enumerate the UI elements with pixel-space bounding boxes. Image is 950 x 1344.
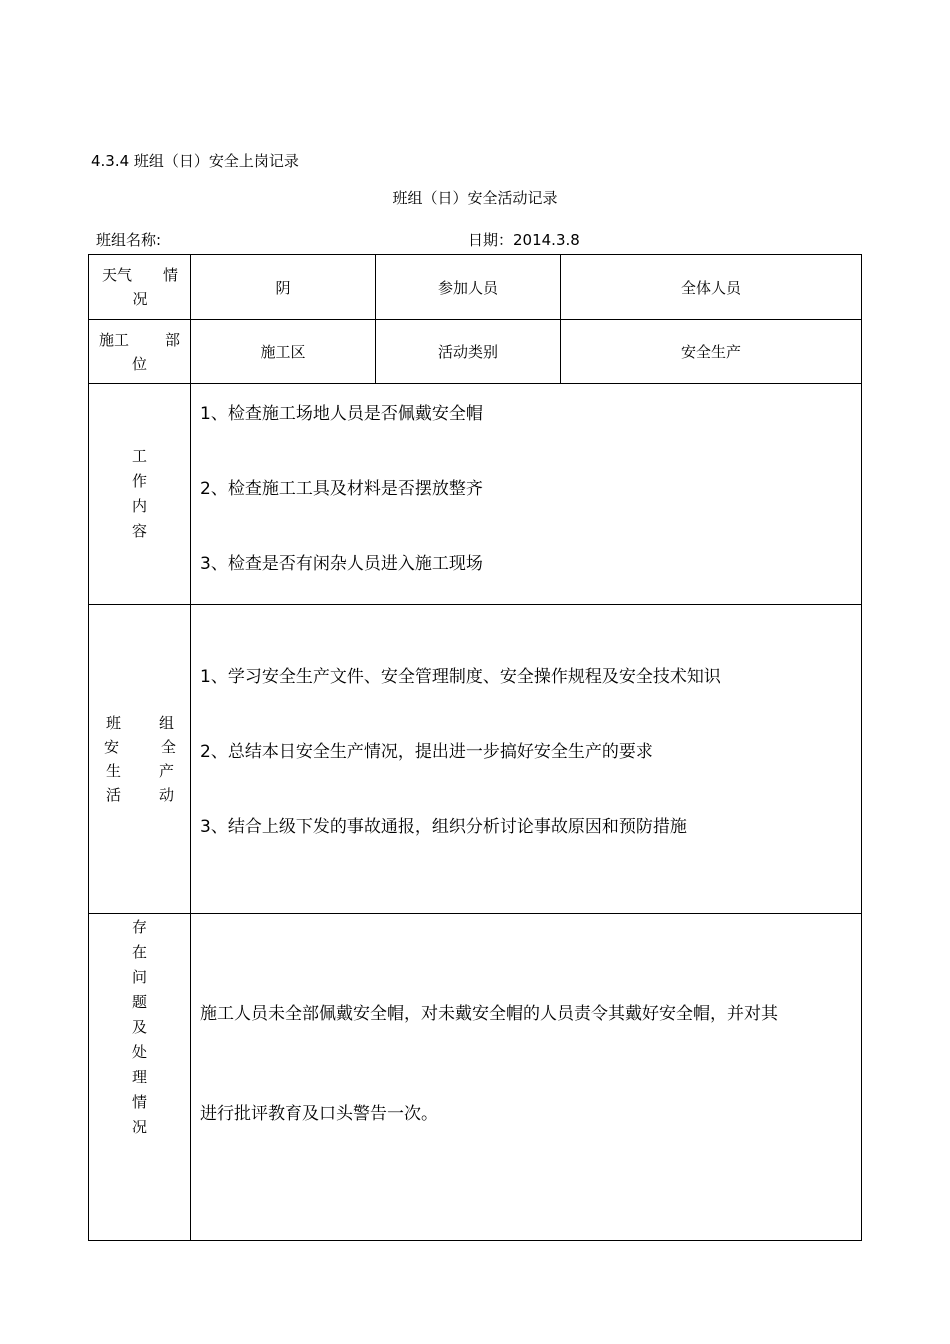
work-content-item: 3、检查是否有闲杂人员进入施工现场 xyxy=(200,554,483,574)
table-label-column-divider xyxy=(190,254,191,1241)
section-heading: 4.3.4 班组（日）安全上岗记录 xyxy=(91,152,299,170)
issues-text-line: 进行批评教育及口头警告一次。 xyxy=(200,1104,438,1124)
participants-value: 全体人员 xyxy=(680,278,741,297)
work-content-item: 2、检查施工工具及材料是否摆放整齐 xyxy=(200,479,483,499)
safety-activity-label: 班 组 安 全 生 产 活 动 xyxy=(104,714,176,804)
participants-label: 参加人员 xyxy=(437,278,498,297)
safety-activity-item: 3、结合上级下发的事故通报，组织分析讨论事故原因和预防措施 xyxy=(200,817,687,837)
weather-label: 天气 情 况 xyxy=(102,266,178,308)
work-content-label: 工 作 内 容 xyxy=(131,447,147,540)
table-border-bottom xyxy=(88,1240,862,1241)
team-name-label: 班组名称: xyxy=(96,231,162,249)
activity-type-label: 活动类别 xyxy=(437,343,498,361)
site-value: 施工区 xyxy=(260,343,306,361)
table-row-divider xyxy=(88,383,862,384)
safety-activity-item: 2、总结本日安全生产情况，提出进一步搞好安全生产的要求 xyxy=(200,742,653,762)
issues-label: 存 在 问 题 及 处 理 情 况 xyxy=(131,917,147,1136)
table-border-right xyxy=(861,254,862,1241)
activity-type-value: 安全生产 xyxy=(680,343,741,361)
issues-text-line: 施工人员未全部佩戴安全帽，对未戴安全帽的人员责令其戴好安全帽，并对其 xyxy=(200,1004,778,1024)
site-label: 施工 部 位 xyxy=(99,330,180,373)
table-row-divider xyxy=(88,913,862,914)
work-content-item: 1、检查施工场地人员是否佩戴安全帽 xyxy=(200,404,483,424)
date-label: 日期：2014.3.8 xyxy=(468,231,580,249)
weather-value: 阴 xyxy=(275,278,291,297)
document-title: 班组（日）安全活动记录 xyxy=(392,189,558,207)
safety-activity-item: 1、学习安全生产文件、安全管理制度、安全操作规程及安全技术知识 xyxy=(200,667,721,687)
table-row-divider xyxy=(88,604,862,605)
